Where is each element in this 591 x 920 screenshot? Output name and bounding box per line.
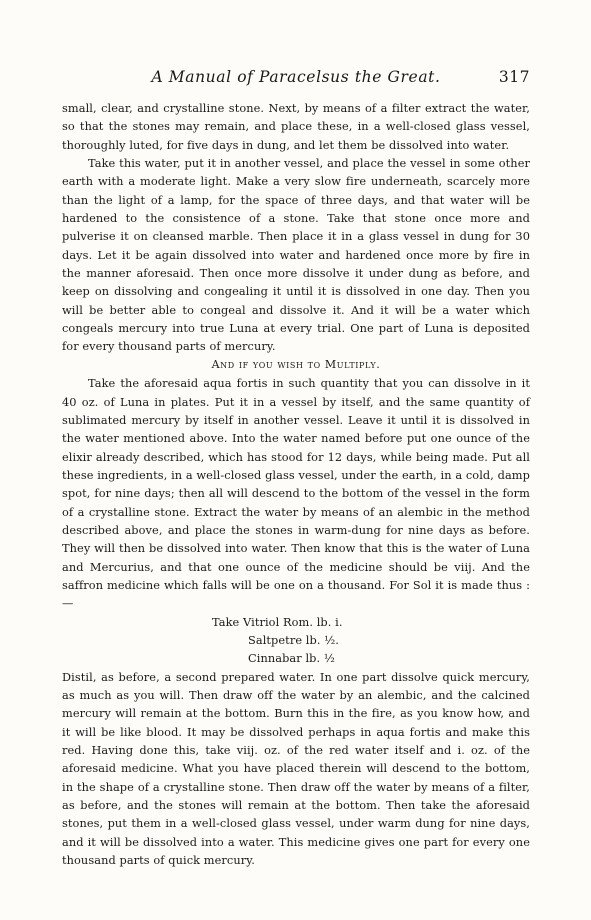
- page-header: [62, 68, 530, 94]
- recipe-line: Take Vitriol Rom. lb. i.: [212, 614, 343, 629]
- recipe-line: Saltpetre lb. ½.: [248, 632, 339, 647]
- paragraph: Take the aforesaid aqua fortis in such quantity that you can dissolve in it 40 oz. of Luna in plates. Put it in a vessel by itself, and the same quantity of sublimated mercury by itself in another vessel. Leave it until it is dissolved in the water mentioned above. Into the water named before put one ounce of the elixir already described, which has stood for 12 days, while being made. Put all these ingredients, in a well-closed glass vessel, under the earth, in a cold, damp spot, for nine days; then all will descend to the bottom of the vessel in the form of a crystalline stone. Extract the water by means of an alembic in the method described above, and place the stones in warm-dung for nine days as before. They will then be dissolved into water. Then know that this is the water of Luna and Mercurius, and that one ounce of the medicine should be viij. And the saffron medicine which falls will be one on a thousand. For Sol it is made thus :—: [62, 376, 530, 611]
- page-number: 317: [498, 68, 530, 86]
- paragraph-continued: small, clear, and crystalline stone. Next, by means of a filter extract the water, so that the stones may remain, and place these, in a well-closed glass vessel, thoroughly luted, for five days in dung, and let them be dissolved into water.: [62, 101, 530, 152]
- recipe-line: Cinnabar lb. ½: [248, 651, 335, 666]
- paragraph: Distil, as before, a second prepared water. In one part dissolve quick mercury, as much as you will. Then draw off the water by an alembic, and the calcined mercury will remain at the bottom. Burn this in the fire, as you know how, and it will be like blood. It may be dissolved perhaps in aqua fortis and make this red. Having done this, take viij. oz. of the red water itself and i. oz. of the aforesaid medicine. What you have placed therein will descend to the bottom, in the shape of a crystalline stone. Then draw off the water by means of a filter, as before, and the stones will remain at the bottom. Then take the aforesaid stones, put them in a well-closed glass vessel, under warm dung for nine days, and it will be dissolved into a water. This medicine gives one part for every one thousand parts of quick mercury.: [62, 669, 530, 868]
- running-title: A Manual of Paracelsus the Great.: [151, 68, 441, 86]
- paragraph: Take this water, put it in another vessel, and place the vessel in some other earth with a moderate light. Make a very slow fire underneath, scarcely more than the light of a lamp, for the space of three days, and that water will be hardened to the consistence of a stone. Take that stone once more and pulverise it on cleansed marble. Then place it in a glass vessel in dung for 30 days. Let it be again dissolved into water and hardened once more by fire in the manner aforesaid. Then once more dissolve it under dung as before, and keep on dissolving and congealing it until it is dissolved in one day. Then you will be better able to congeal and dissolve it. And it will be a water which congeals mercury into true Luna at every trial. One part of Luna is deposited for every thousand parts of mercury.: [62, 156, 530, 354]
- section-heading: And if you wish to Multiply.: [211, 357, 381, 371]
- recipe-list: [62, 613, 530, 668]
- page-body: [62, 99, 530, 869]
